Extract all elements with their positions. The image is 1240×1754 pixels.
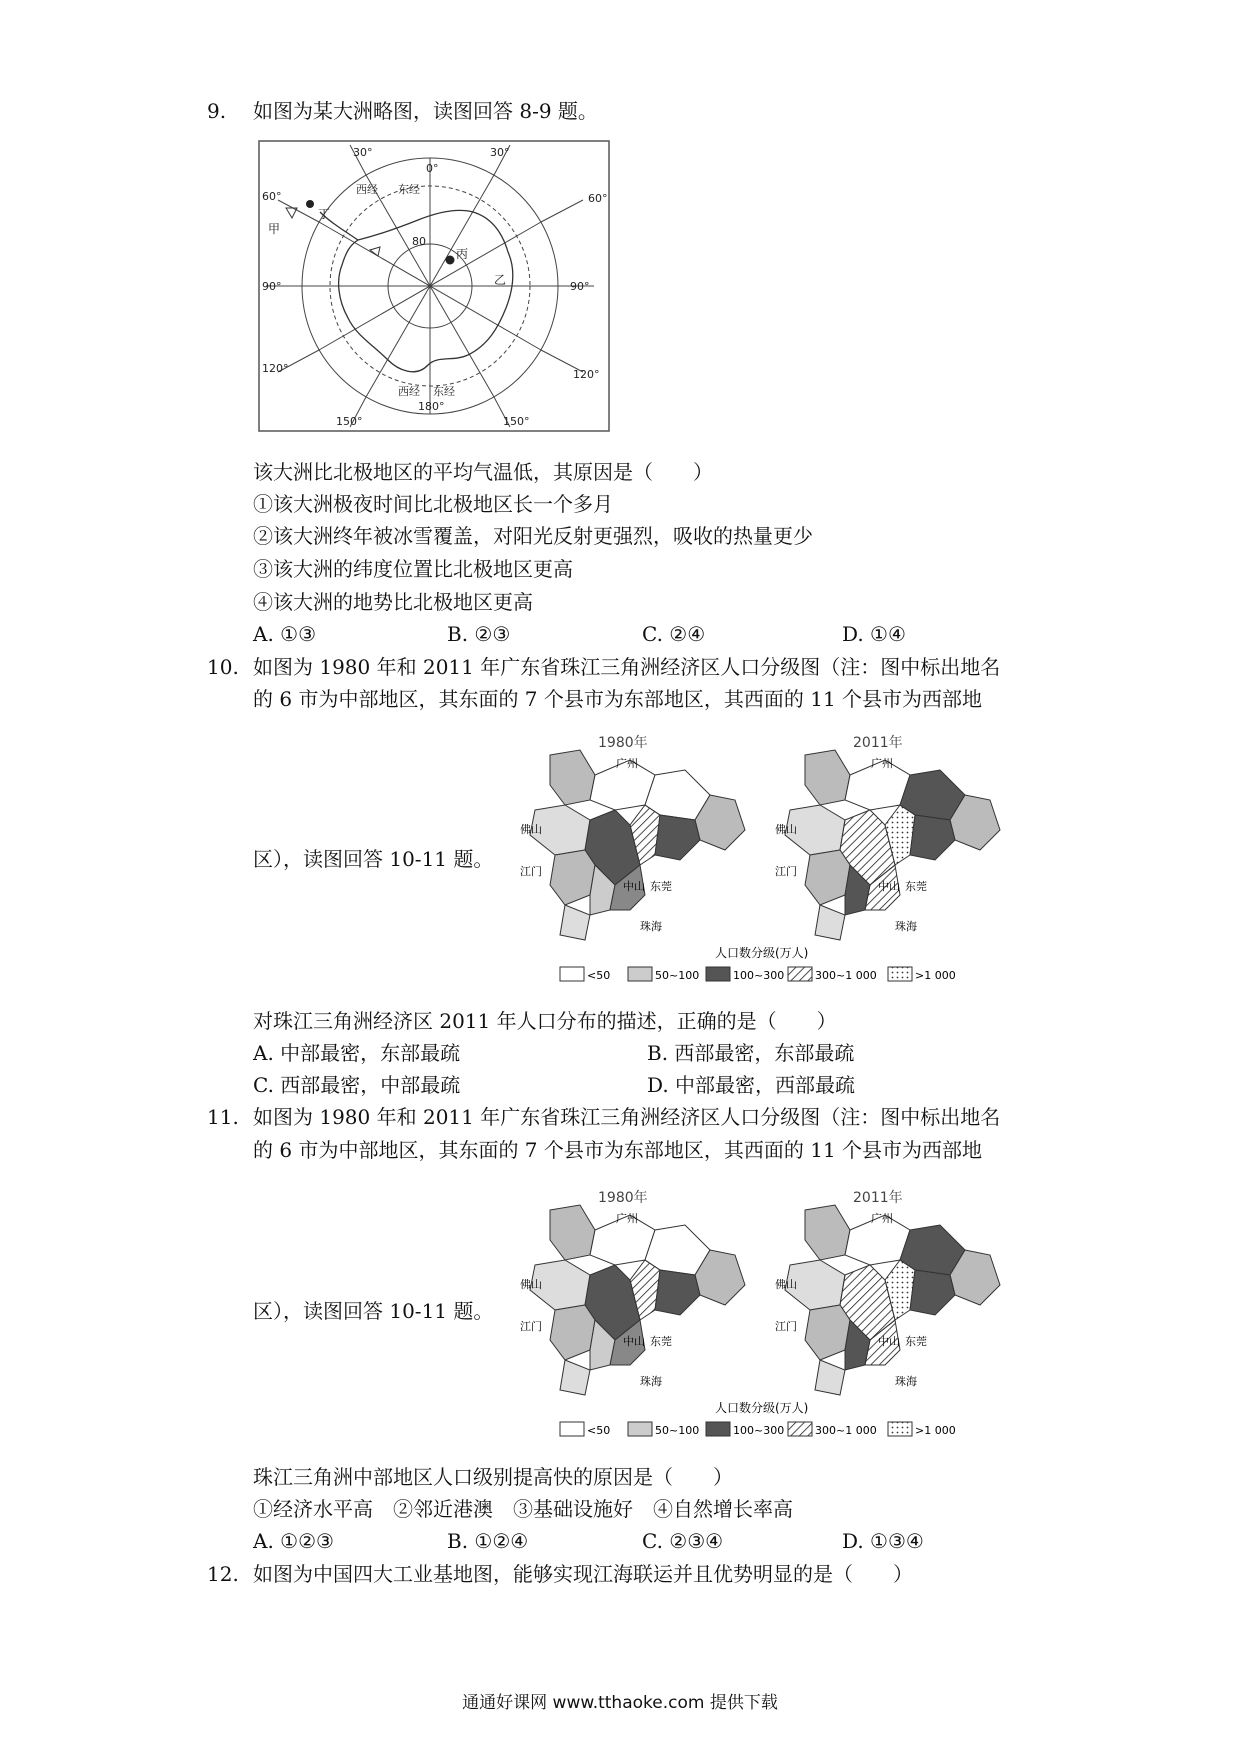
- q10-stem-line2: 的 6 市为中部地区，其东面的 7 个县市为东部地区，其西面的 11 个县市为西部地: [253, 687, 983, 711]
- map-2011: [775, 1189, 1000, 1395]
- legend-label: >1 000: [915, 969, 956, 982]
- map-legend: [560, 1400, 956, 1437]
- city-label: 佛山: [775, 1278, 797, 1291]
- legend-label: <50: [587, 1424, 611, 1437]
- q9-statement-4: ④该大洲的地势比北极地区更高: [253, 590, 533, 614]
- map-2011: [775, 734, 1000, 940]
- map-label: 120°: [573, 368, 600, 381]
- map-legend: [560, 945, 956, 982]
- antarctica-map: [258, 140, 610, 432]
- city-label: 江门: [775, 1320, 797, 1333]
- map-label: 30°: [490, 146, 510, 159]
- q11-stem-line1: 如图为 1980 年和 2011 年广东省珠江三角洲经济区人口分级图（注：图中标出地名: [253, 1105, 1001, 1129]
- city-label: 江门: [775, 865, 797, 878]
- city-label: 广州: [871, 757, 893, 770]
- q11-option-c[interactable]: C. ②③④: [642, 1529, 724, 1553]
- q9-statement-1: ①该大洲极夜时间比北极地区长一个多月: [253, 492, 613, 516]
- q9-statement-3: ③该大洲的纬度位置比北极地区更高: [253, 557, 573, 581]
- year-label-1980: 1980年: [598, 735, 648, 751]
- city-label: 广州: [616, 1212, 638, 1225]
- q10-option-b[interactable]: B. 西部最密，东部最疏: [647, 1041, 855, 1065]
- map-label: 西经: [398, 385, 420, 398]
- legend-label: 300~1 000: [815, 969, 877, 982]
- q9-option-a[interactable]: A. ①③: [253, 622, 317, 646]
- map-label: 乙: [494, 273, 507, 287]
- city-label: 广州: [871, 1212, 893, 1225]
- prd-population-map-q10: [520, 725, 1030, 990]
- city-label: 东莞: [905, 1335, 927, 1348]
- city-label: 东莞: [905, 880, 927, 893]
- q12-number: 12.: [207, 1562, 239, 1586]
- city-label: 东莞: [650, 1335, 672, 1348]
- q11-number: 11.: [207, 1105, 239, 1129]
- map-label: 60°: [588, 192, 608, 205]
- city-label: 江门: [520, 865, 542, 878]
- city-label: 佛山: [520, 823, 542, 836]
- city-label: 珠海: [640, 1375, 662, 1388]
- city-label: 佛山: [775, 823, 797, 836]
- q10-stem-line1: 如图为 1980 年和 2011 年广东省珠江三角洲经济区人口分级图（注：图中标出地名: [253, 655, 1001, 679]
- map-label: 东经: [398, 183, 420, 196]
- city-label: 中山: [623, 880, 645, 893]
- city-label: 江门: [520, 1320, 542, 1333]
- q9-option-c[interactable]: C. ②④: [642, 622, 706, 646]
- q11-stem-line3: 区），读图回答 10-11 题。: [253, 1299, 494, 1323]
- map-label: 80: [412, 235, 426, 248]
- map-label: 90°: [262, 280, 282, 293]
- map-label: 甲: [268, 222, 281, 236]
- map-label: 120°: [262, 362, 289, 375]
- map-1980: [520, 1189, 745, 1395]
- legend-label: <50: [587, 969, 611, 982]
- city-label: 中山: [878, 1335, 900, 1348]
- map-label: 30°: [353, 146, 373, 159]
- legend-label: 100~300: [733, 969, 785, 982]
- city-label: 珠海: [895, 920, 917, 933]
- q11-option-a[interactable]: A. ①②③: [253, 1529, 334, 1553]
- q11-stem-line2: 的 6 市为中部地区，其东面的 7 个县市为东部地区，其西面的 11 个县市为西部地: [253, 1138, 983, 1162]
- q11-statements: ①经济水平高 ②邻近港澳 ③基础设施好 ④自然增长率高: [253, 1497, 793, 1521]
- legend-title: 人口数分级(万人): [715, 946, 809, 960]
- legend-label: 100~300: [733, 1424, 785, 1437]
- city-label: 广州: [616, 757, 638, 770]
- q9-stem: 如图为某大洲略图，读图回答 8-9 题。: [253, 99, 598, 123]
- map-label: 90°: [570, 280, 590, 293]
- q11-option-d[interactable]: D. ①③④: [842, 1529, 924, 1553]
- q10-question: 对珠江三角洲经济区 2011 年人口分布的描述，正确的是（ ）: [253, 1009, 837, 1033]
- map-label: 60°: [262, 190, 282, 203]
- q10-option-c[interactable]: C. 西部最密，中部最疏: [253, 1073, 461, 1097]
- map-1980: [520, 734, 745, 940]
- map-label: 东经: [433, 385, 455, 398]
- q9-number: 9.: [207, 99, 227, 123]
- legend-label: >1 000: [915, 1424, 956, 1437]
- q12-stem: 如图为中国四大工业基地图，能够实现江海联运并且优势明显的是（ ）: [253, 1562, 913, 1586]
- q10-number: 10.: [207, 655, 239, 679]
- map-label: 西经: [356, 183, 378, 196]
- map-label: 丙: [456, 247, 469, 261]
- map-label: 丁: [318, 207, 331, 221]
- q10-option-a[interactable]: A. 中部最密，东部最疏: [253, 1041, 461, 1065]
- q9-statement-2: ②该大洲终年被冰雪覆盖，对阳光反射更强烈，吸收的热量更少: [253, 524, 813, 548]
- city-label: 中山: [623, 1335, 645, 1348]
- city-label: 东莞: [650, 880, 672, 893]
- map-label: 150°: [503, 415, 530, 428]
- city-label: 珠海: [640, 920, 662, 933]
- map-label: 180°: [418, 400, 445, 413]
- city-label: 珠海: [895, 1375, 917, 1388]
- q9-option-d[interactable]: D. ①④: [842, 622, 906, 646]
- map-label: 150°: [336, 415, 363, 428]
- q9-question: 该大洲比北极地区的平均气温低，其原因是（ ）: [253, 460, 713, 484]
- year-label-2011: 2011年: [853, 735, 903, 751]
- q11-question: 珠江三角洲中部地区人口级别提高快的原因是（ ）: [253, 1465, 733, 1489]
- legend-label: 50~100: [655, 1424, 700, 1437]
- city-label: 佛山: [520, 1278, 542, 1291]
- q9-option-b[interactable]: B. ②③: [447, 622, 511, 646]
- prd-population-map-q11: [520, 1180, 1030, 1445]
- year-label-2011: 2011年: [853, 1190, 903, 1206]
- legend-label: 50~100: [655, 969, 700, 982]
- legend-label: 300~1 000: [815, 1424, 877, 1437]
- year-label-1980: 1980年: [598, 1190, 648, 1206]
- q10-stem-line3: 区），读图回答 10-11 题。: [253, 847, 494, 871]
- city-label: 中山: [878, 880, 900, 893]
- q10-option-d[interactable]: D. 中部最密，西部最疏: [647, 1073, 856, 1097]
- map-label: 0°: [426, 162, 439, 175]
- legend-title: 人口数分级(万人): [715, 1401, 809, 1415]
- q11-option-b[interactable]: B. ①②④: [447, 1529, 529, 1553]
- page-footer: 通通好课网 www.tthaoke.com 提供下载: [462, 1693, 778, 1713]
